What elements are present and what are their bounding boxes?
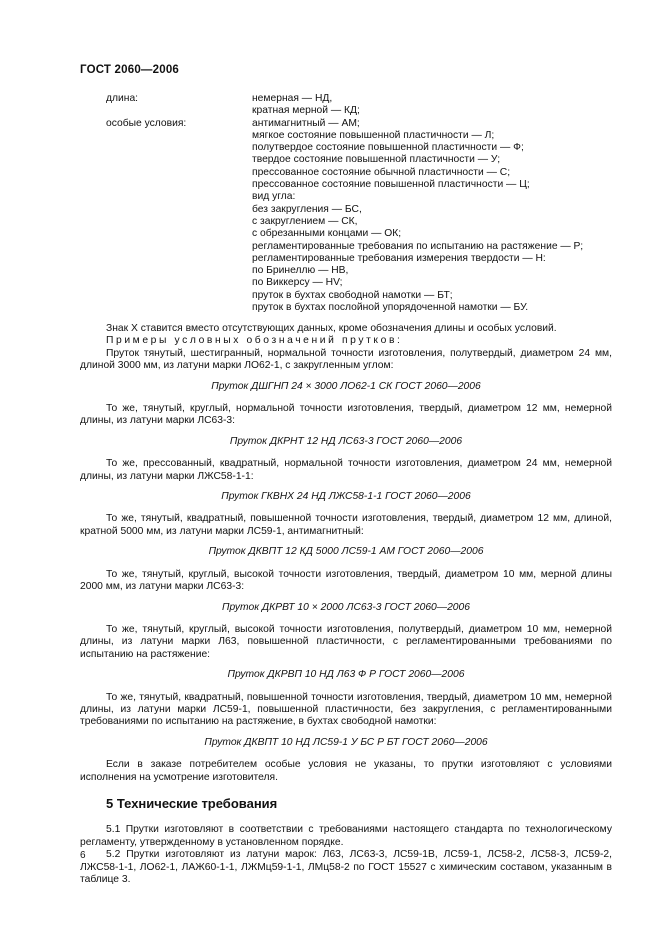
spec-row: [106, 241, 612, 253]
spec-row: [106, 191, 612, 203]
spec-value: с обрезанными концами — ОК;: [252, 228, 402, 240]
example-desc-7: То же, тянутый, квадратный, повышенной точности изготовления, твердый, диаметром 10 мм, немерной длины, из латуни марки ЛС59-1, повышенной пластичности, без закругления, с регламентированными требованиями по испытанию на растяжение, в бухтах свободной намотки:: [80, 691, 612, 728]
document-body: [80, 323, 612, 886]
examples-heading: Примеры условных обозначений прутков:: [106, 335, 403, 347]
example-designation-3: Пруток ГКВНХ 24 НД ЛЖС58-1-1 ГОСТ 2060—2006: [221, 491, 471, 503]
spec-value: по Бринеллю — НВ,: [252, 265, 349, 277]
spec-value: полутвердое состояние повышенной пластичности — Ф;: [252, 142, 524, 154]
spec-row: [106, 130, 612, 142]
spec-row: [106, 228, 612, 240]
spec-value: кратная мерной — КД;: [252, 105, 360, 117]
spec-value: антимагнитный — АМ;: [252, 117, 360, 129]
example-desc-5: То же, тянутый, круглый, высокой точности изготовления, твердый, диаметром 10 мм, мерной длины 2000 мм, из латуни марки ЛС63-3:: [80, 568, 612, 593]
spec-row: [106, 167, 612, 179]
example-designation-2: Пруток ДКРНТ 12 НД ЛС63-3 ГОСТ 2060—2006: [229, 435, 463, 447]
spec-row: [106, 179, 612, 191]
example-desc-3: То же, прессованный, квадратный, нормальной точности изготовления, диаметром 24 мм, немерной длины, из латуни марки ЛЖС58-1-1:: [80, 458, 612, 482]
document-header: ГОСТ 2060—2006: [80, 64, 180, 76]
spec-value: вид угла:: [252, 191, 296, 203]
example-designation-5: Пруток ДКРВТ 10 × 2000 ЛС63-3 ГОСТ 2060—2006: [222, 601, 470, 613]
spec-row: [106, 93, 612, 105]
spec-row: [106, 302, 612, 314]
example-designation-1: Пруток ДШГНП 24 × 3000 ЛО62-1 СК ГОСТ 2060—2006: [211, 380, 481, 392]
spec-row: [106, 118, 612, 130]
example-designation-4: Пруток ДКВПТ 12 КД 5000 ЛС59-1 АМ ГОСТ 2060—2006: [208, 546, 484, 558]
example-designation-7: Пруток ДКВПТ 10 НД ЛС59-1 У БС Р БТ ГОСТ 2060—2006: [204, 736, 488, 748]
spec-value: твердое состояние повышенной пластичности — У;: [252, 154, 501, 166]
spec-value: прессованное состояние повышенной пластичности — Ц;: [252, 179, 530, 191]
note-x: Знак X ставится вместо отсутствующих данных, кроме обозначения длины и особых условий.: [106, 323, 557, 334]
spec-value: немерная — НД,: [252, 93, 333, 104]
example-desc-2: То же, тянутый, круглый, нормальной точности изготовления, твердый, диаметром 12 мм, немерной длины, из латуни марки ЛС63-3:: [80, 403, 612, 427]
spec-row: [106, 154, 612, 166]
example-desc-4: То же, тянутый, квадратный, повышенной точности изготовления, твердый, диаметром 12 мм, длиной, кратной 5000 мм, из латуни марки ЛС59-1, антимагнитный:: [80, 513, 612, 537]
spec-value: пруток в бухтах послойной упорядоченной намотки — БУ.: [252, 302, 529, 314]
spec-value: прессованное состояние обычной пластичности — С;: [252, 166, 511, 178]
spec-row: [106, 105, 612, 117]
example-designation-6: Пруток ДКРВП 10 НД Л63 Ф Р ГОСТ 2060—2006: [227, 669, 465, 681]
spec-row: [106, 204, 612, 216]
spec-row: [106, 216, 612, 228]
spec-row: [106, 277, 612, 289]
spec-label: особые условия:: [106, 117, 187, 129]
spec-value: пруток в бухтах свободной намотки — БТ;: [252, 289, 453, 301]
note-special-conditions: Если в заказе потребителем особые условия не указаны, то прутки изготовляют с условиями исполнения на усмотрение изготовителя.: [80, 759, 612, 783]
spec-value: с закруглением — СК,: [252, 215, 358, 227]
spec-row: [106, 253, 612, 265]
spec-row: [106, 265, 612, 277]
spec-value: без закругления — БС,: [252, 203, 362, 215]
clause-5-1: 5.1 Прутки изготовляют в соответствии с требованиями настоящего стандарта по технологическому регламенту, утвержденному в установленном порядке.: [80, 824, 612, 848]
example-desc-6: То же, тянутый, круглый, высокой точности изготовления, полутвердый, диаметром 10 мм, немерной длины, из латуни марки Л63, повышенной пластичности, с регламентированными требованиями по испытанию на растяжение:: [80, 623, 612, 660]
spec-value: мягкое состояние повышенной пластичности — Л;: [252, 129, 495, 141]
spec-value: по Виккерсу — HV;: [252, 277, 343, 289]
spec-value: регламентированные требования по испытанию на растяжение — Р;: [252, 240, 584, 252]
page-number: 6: [80, 850, 86, 861]
spec-row: [106, 290, 612, 302]
spec-value: регламентированные требования измерения твердости — Н:: [252, 252, 546, 264]
spec-row: [106, 142, 612, 154]
example-desc-1: Пруток тянутый, шестигранный, нормальной точности изготовления, полутвердый, диаметром 24 мм, длиной 3000 мм, из латуни марки ЛО62-1, с закругленным углом:: [80, 347, 612, 372]
section-heading: 5 Технические требования: [106, 795, 278, 811]
spec-list: [106, 93, 612, 314]
clause-5-2: 5.2 Прутки изготовляют из латуни марок: Л63, ЛС63-3, ЛС59-1В, ЛС59-1, ЛС58-2, ЛС58-3, ЛС59-2, ЛЖС58-1-1, ЛО62-1, ЛАЖ60-1-1, ЛЖМц59-1-1, ЛМц58-2 по ГОСТ 15527 с химическим составом, указанным в таблице 3.: [80, 849, 612, 885]
spec-label: длина:: [106, 93, 139, 104]
